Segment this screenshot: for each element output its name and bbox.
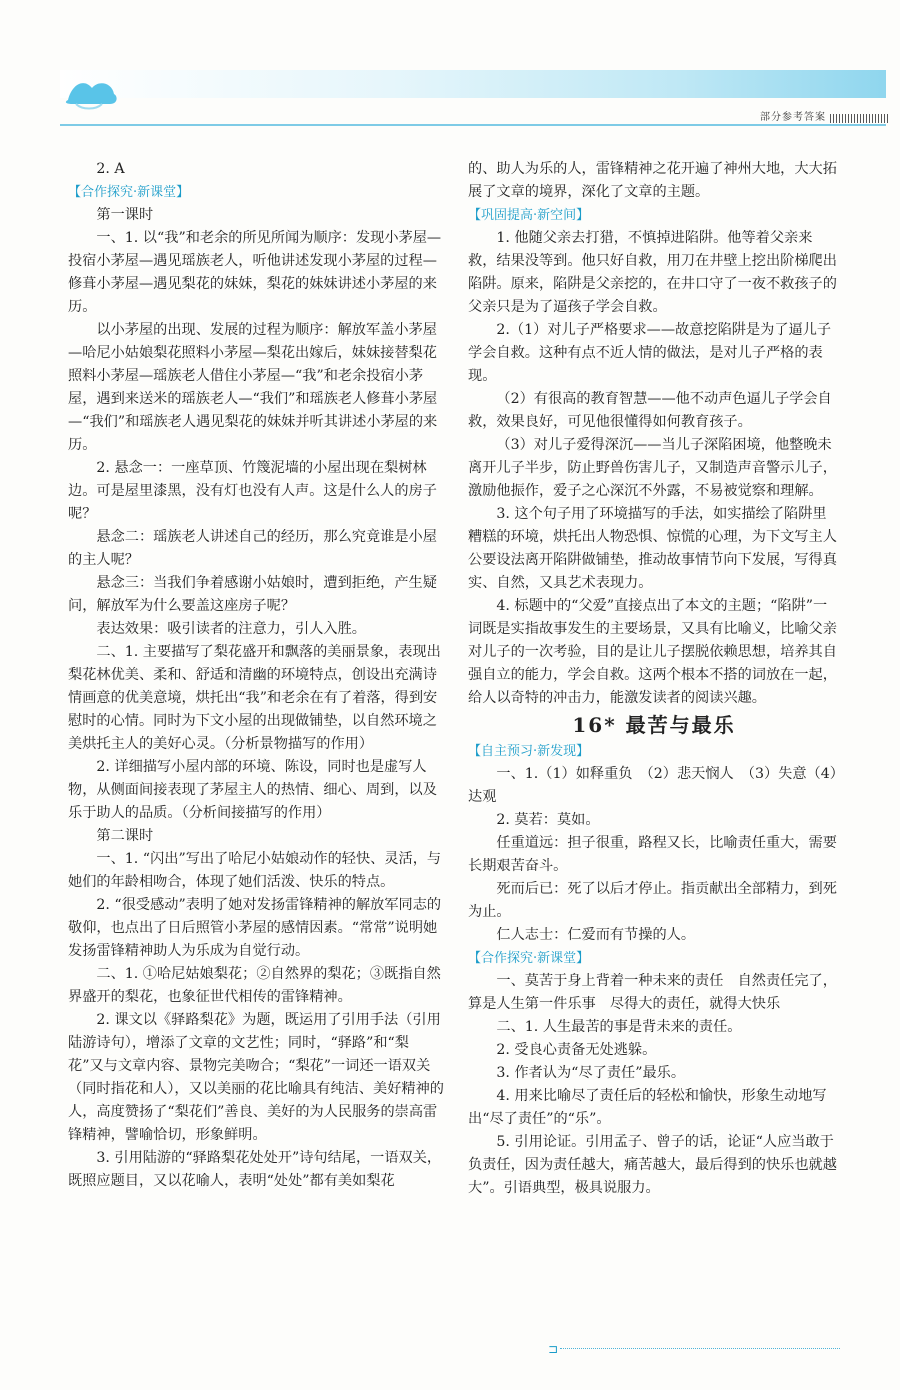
header-rule bbox=[60, 124, 886, 126]
answer-paragraph: 死而后已：死了以后才停止。指贡献出全部精力，到死为止。 bbox=[468, 881, 837, 920]
answer-paragraph: 二、1. ①哈尼姑娘梨花；②自然界的梨花；③既指自然界盛开的梨花，也象征世代相传的雷锋精神。 bbox=[68, 966, 441, 1005]
answer-paragraph: 二、1. 主要描写了梨花盛开和飘落的美丽景象，表现出梨花林优美、柔和、舒适和清幽的环境特点，创设出充满诗情画意的优美意境，烘托出“我”和老余在有了着落，得到安慰时的心情。同时为下文小屋的出现做铺垫，以自然环境之美烘托主人的美好心灵。（分析景物描写的作用） bbox=[68, 644, 441, 752]
header-band bbox=[60, 70, 886, 98]
answer-paragraph: 一、1. 以“我”和老余的所见所闻为顺序：发现小茅屋—投宿小茅屋—遇见瑶族老人，听他讲述发现小茅屋的过程—修葺小茅屋—遇见梨花的妹妹，梨花的妹妹讲述小茅屋的来历。 bbox=[68, 230, 442, 315]
barcode-decoration bbox=[830, 114, 888, 123]
answer-paragraph: 2.（1）对儿子严格要求——故意挖陷阱是为了逼儿子学会自救。这种有点不近人情的做法，是对儿子严格的表现。 bbox=[468, 322, 832, 384]
page-header bbox=[0, 0, 900, 130]
header-title: 部分参考答案 bbox=[760, 112, 826, 123]
page-footer bbox=[548, 1342, 838, 1356]
answer-paragraph: 二、1. 人生最苦的事是背未来的责任。 bbox=[496, 1019, 742, 1035]
footer-bracket-icon: ⊐ bbox=[548, 1342, 559, 1356]
answer-paragraph: 1. 他随父亲去打猎，不慎掉进陷阱。他等着父亲来救，结果没等到。他只好自救，用刀在井壁上挖出阶梯爬出陷阱。原来，陷阱是父亲挖的，在井口守了一夜不救孩子的父亲只是为了逼孩子学会自救。 bbox=[468, 230, 837, 315]
answer-paragraph: 3. 引用陆游的“驿路梨花处处开”诗句结尾，一语双关，既照应题目，又以花喻人，表明“处处”都有美如梨花 bbox=[68, 1150, 442, 1189]
answer-paragraph: 3. 这个句子用了环境描写的手法，如实描绘了陷阱里糟糕的环境，烘托出人物恐惧、惊慌的心理，为下文写主人公要设法离开陷阱做铺垫，推动故事情节向下发展，写得真实、自然，又具艺术表现力。 bbox=[468, 506, 837, 591]
answer-paragraph: 第二课时 bbox=[96, 828, 154, 844]
answer-paragraph: 悬念二：瑶族老人讲述自己的经历，那么究竟谁是小屋的主人呢？ bbox=[68, 529, 437, 568]
answer-paragraph: 悬念三：当我们争着感谢小姑娘时，遭到拒绝，产生疑问，解放军为什么要盖这座房子呢？ bbox=[68, 575, 437, 614]
answer-paragraph: 第一课时 bbox=[96, 207, 154, 223]
section-heading: 【合作探究·新课堂】 bbox=[68, 185, 190, 200]
right-column bbox=[468, 158, 840, 1200]
answer-paragraph: 2. 课文以《驿路梨花》为题，既运用了引用手法（引用陆游诗句），增添了文章的文艺性；同时，“驿路”和“梨花”又与文章内容、景物完美吻合；“梨花”一词还一语双关（同时指花和人），又以美丽的花比喻具有纯洁、美好精神的人，高度赞扬了“梨花们”善良、美好的为人民服务的崇高雷锋精神，譬喻恰切，形象鲜明。 bbox=[68, 1012, 444, 1143]
section-heading: 【巩固提高·新空间】 bbox=[468, 208, 590, 223]
answer-paragraph: 3. 作者认为“尽了责任”最乐。 bbox=[496, 1065, 686, 1081]
answer-paragraph: 一、1.（1）如释重负 （2）悲天悯人 （3）失意（4）达观 bbox=[468, 766, 837, 805]
answer-paragraph: 任重道远：担子很重，路程又长，比喻责任重大，需要长期艰苦奋斗。 bbox=[468, 835, 837, 874]
answer-paragraph: 2. A bbox=[96, 161, 125, 177]
answer-paragraph: 2. 受良心责备无处逃躲。 bbox=[496, 1042, 657, 1058]
answer-paragraph: （2）有很高的教育智慧——他不动声色逼儿子学会自救，效果良好，可见他很懂得如何教育孩子。 bbox=[468, 391, 832, 430]
answer-paragraph: 2. “很受感动”表明了她对发扬雷锋精神的解放军同志的敬仰，也点出了日后照管小茅屋的感情因素。“常常”说明她发扬雷锋精神助人为乐成为自觉行动。 bbox=[68, 897, 442, 959]
answer-paragraph: 以小茅屋的出现、发展的过程为顺序：解放军盖小茅屋—哈尼小姑娘梨花照料小茅屋—梨花出嫁后，妹妹接替梨花照料小茅屋—瑶族老人借住小茅屋—“我”和老余投宿小茅屋，遇到来送米的瑶族老人—“我们”和瑶族老人修葺小茅屋—“我们”和瑶族老人遇见梨花的妹妹并听其讲述小茅屋的来历。 bbox=[68, 322, 438, 453]
answer-paragraph: 2. 悬念一：一座草顶、竹篾泥墙的小屋出现在梨树林边。可是屋里漆黑，没有灯也没有人声。这是什么人的房子呢？ bbox=[68, 460, 437, 522]
answer-paragraph: 表达效果：吸引读者的注意力，引人入胜。 bbox=[96, 621, 366, 637]
lesson-title: 16* 最苦与最乐 bbox=[572, 713, 736, 737]
answer-paragraph: 的、助人为乐的人，雷锋精神之花开遍了神州大地，大大拓展了文章的境界，深化了文章的主题。 bbox=[468, 161, 837, 200]
left-column bbox=[68, 158, 444, 1193]
answer-paragraph: 2. 莫若：莫如。 bbox=[496, 812, 600, 828]
cloud-bird-logo-icon bbox=[62, 70, 122, 114]
answer-paragraph: 4. 用来比喻尽了责任后的轻松和愉快，形象生动地写出“尽了责任”的“乐”。 bbox=[468, 1088, 827, 1127]
answer-paragraph: 4. 标题中的“父爱”直接点出了本文的主题；“陷阱”一词既是实指故事发生的主要场景，又具有比喻义，比喻父亲对儿子的一次考验，目的是让儿子摆脱依赖思想，培养其自强自立的能力，学会自救。这两个根本不搭的词放在一起，给人以奇特的冲击力，能激发读者的阅读兴趣。 bbox=[468, 598, 837, 706]
footer-dotted-line bbox=[560, 1348, 840, 1349]
section-heading: 【合作探究·新课堂】 bbox=[468, 951, 590, 966]
section-heading: 【自主预习·新发现】 bbox=[468, 744, 590, 759]
answer-paragraph: （3）对儿子爱得深沉——当儿子深陷困境，他整晚未离开儿子半步，防止野兽伤害儿子，又制造声音警示儿子，激励他振作，爱子之心深沉不外露，不易被觉察和理解。 bbox=[468, 437, 837, 499]
answer-paragraph: 一、莫苦于身上背着一种未来的责任 自然责任完了，算是人生第一件乐事 尽得大的责任，就得大快乐 bbox=[468, 973, 837, 1012]
answer-paragraph: 2. 详细描写小屋内部的环境、陈设，同时也是虚写人物，从侧面间接表现了茅屋主人的热情、细心、周到，以及乐于助人的品质。（分析间接描写的作用） bbox=[68, 759, 437, 821]
answer-paragraph: 一、1. “闪出”写出了哈尼小姑娘动作的轻快、灵活，与她们的年龄相吻合，体现了她们活泼、快乐的特点。 bbox=[68, 851, 442, 890]
answer-paragraph: 5. 引用论证。引用孟子、曾子的话，论证“人应当敢于负责任，因为责任越大，痛苦越大，最后得到的快乐也就越大”。引语典型，极具说服力。 bbox=[468, 1134, 837, 1196]
answer-paragraph: 仁人志士：仁爱而有节操的人。 bbox=[496, 927, 696, 943]
